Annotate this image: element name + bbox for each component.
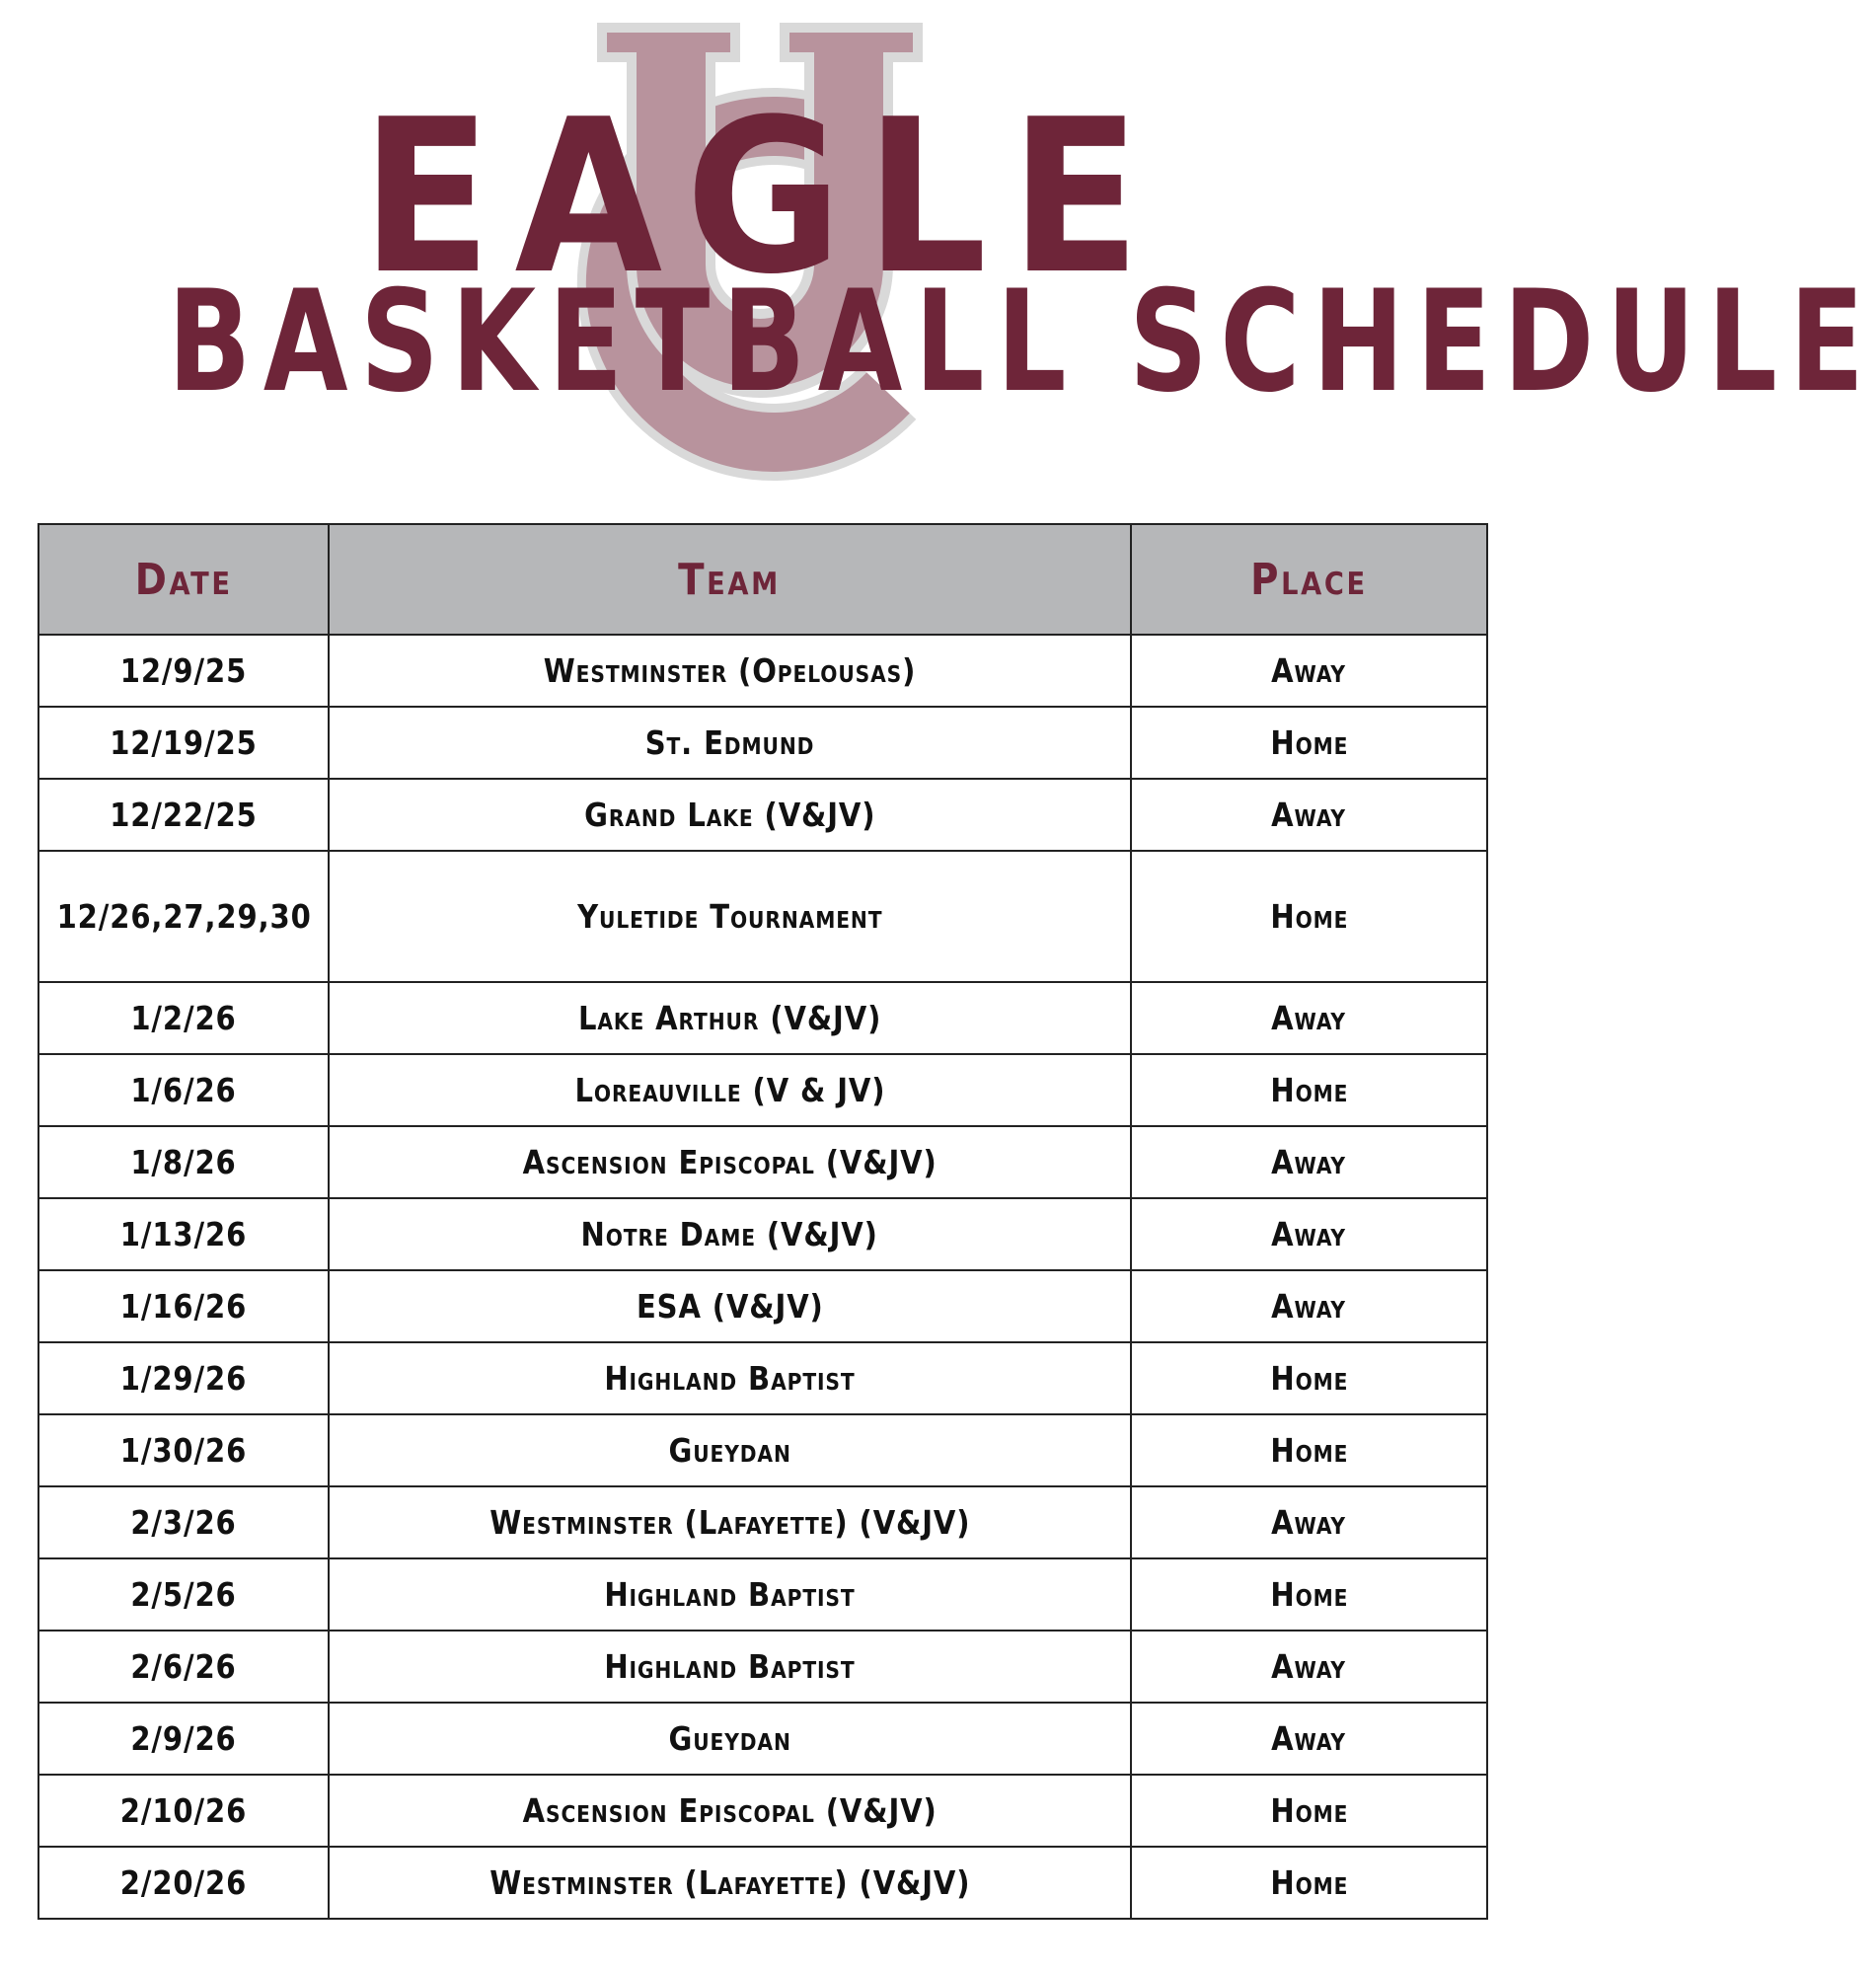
cell-team: Loreauville (V & JV) (329, 1054, 1131, 1126)
table-row (38, 1847, 1487, 1919)
table-row (38, 1054, 1487, 1126)
table-row (38, 1631, 1487, 1703)
cell-place: Home (1131, 1414, 1487, 1486)
cell-date: 12/26,27,29,30 (38, 851, 329, 982)
cell-date: 2/5/26 (38, 1558, 329, 1631)
cell-place: Home (1131, 1054, 1487, 1126)
cell-place: Away (1131, 1126, 1487, 1198)
table-row (38, 635, 1487, 707)
table-row (38, 1703, 1487, 1775)
cell-place: Home (1131, 1775, 1487, 1847)
cell-team: ESA (V&JV) (329, 1270, 1131, 1342)
table-row (38, 1342, 1487, 1414)
cell-date: 1/8/26 (38, 1126, 329, 1198)
cell-place: Home (1131, 851, 1487, 982)
cell-team: Lake Arthur (V&JV) (329, 982, 1131, 1054)
cell-team: Highland Baptist (329, 1342, 1131, 1414)
cell-team: Westminster (Lafayette) (V&JV) (329, 1486, 1131, 1558)
table-row (38, 1486, 1487, 1558)
cell-date: 12/9/25 (38, 635, 329, 707)
cell-place: Home (1131, 1558, 1487, 1631)
table-row (38, 1126, 1487, 1198)
cell-date: 2/6/26 (38, 1631, 329, 1703)
cell-team: Ascension Episcopal (V&JV) (329, 1775, 1131, 1847)
table-row (38, 1775, 1487, 1847)
cell-place: Away (1131, 635, 1487, 707)
cell-date: 1/13/26 (38, 1198, 329, 1270)
column-header-team: Team (329, 524, 1131, 635)
cell-team: Ascension Episcopal (V&JV) (329, 1126, 1131, 1198)
cell-date: 2/3/26 (38, 1486, 329, 1558)
table-row (38, 851, 1487, 982)
cell-date: 2/9/26 (38, 1703, 329, 1775)
cell-place: Away (1131, 1198, 1487, 1270)
title-basketball-schedule: BASKETBALL SCHEDULE (167, 261, 1876, 423)
column-header-place: Place (1131, 524, 1487, 635)
cell-place: Home (1131, 707, 1487, 779)
cell-team: St. Edmund (329, 707, 1131, 779)
table-header-row (38, 524, 1487, 635)
cell-place: Home (1131, 1342, 1487, 1414)
cell-date: 1/16/26 (38, 1270, 329, 1342)
table-row (38, 1414, 1487, 1486)
cell-date: 1/29/26 (38, 1342, 329, 1414)
schedule-table (38, 523, 1488, 1920)
schedule-header (0, 0, 1876, 493)
cell-place: Home (1131, 1847, 1487, 1919)
cell-team: Yuletide Tournament (329, 851, 1131, 982)
cell-team: Highland Baptist (329, 1558, 1131, 1631)
column-header-date: Date (38, 524, 329, 635)
cell-team: Gueydan (329, 1703, 1131, 1775)
cell-date: 2/20/26 (38, 1847, 329, 1919)
cell-place: Away (1131, 1703, 1487, 1775)
cell-team: Notre Dame (V&JV) (329, 1198, 1131, 1270)
cell-team: Grand Lake (V&JV) (329, 779, 1131, 851)
table-row (38, 779, 1487, 851)
cell-place: Away (1131, 982, 1487, 1054)
cell-date: 2/10/26 (38, 1775, 329, 1847)
table-row (38, 1558, 1487, 1631)
cell-date: 1/2/26 (38, 982, 329, 1054)
title-eagle: EAGLE (360, 73, 1164, 321)
cell-team: Westminster (Lafayette) (V&JV) (329, 1847, 1131, 1919)
cell-date: 12/19/25 (38, 707, 329, 779)
table-row (38, 982, 1487, 1054)
cell-team: Gueydan (329, 1414, 1131, 1486)
cell-team: Westminster (Opelousas) (329, 635, 1131, 707)
table-row (38, 1270, 1487, 1342)
table-row (38, 1198, 1487, 1270)
cell-date: 12/22/25 (38, 779, 329, 851)
table-row (38, 707, 1487, 779)
cell-place: Away (1131, 1631, 1487, 1703)
cell-team: Highland Baptist (329, 1631, 1131, 1703)
cell-place: Away (1131, 1270, 1487, 1342)
cell-date: 1/30/26 (38, 1414, 329, 1486)
cell-place: Away (1131, 1486, 1487, 1558)
cell-date: 1/6/26 (38, 1054, 329, 1126)
cell-place: Away (1131, 779, 1487, 851)
